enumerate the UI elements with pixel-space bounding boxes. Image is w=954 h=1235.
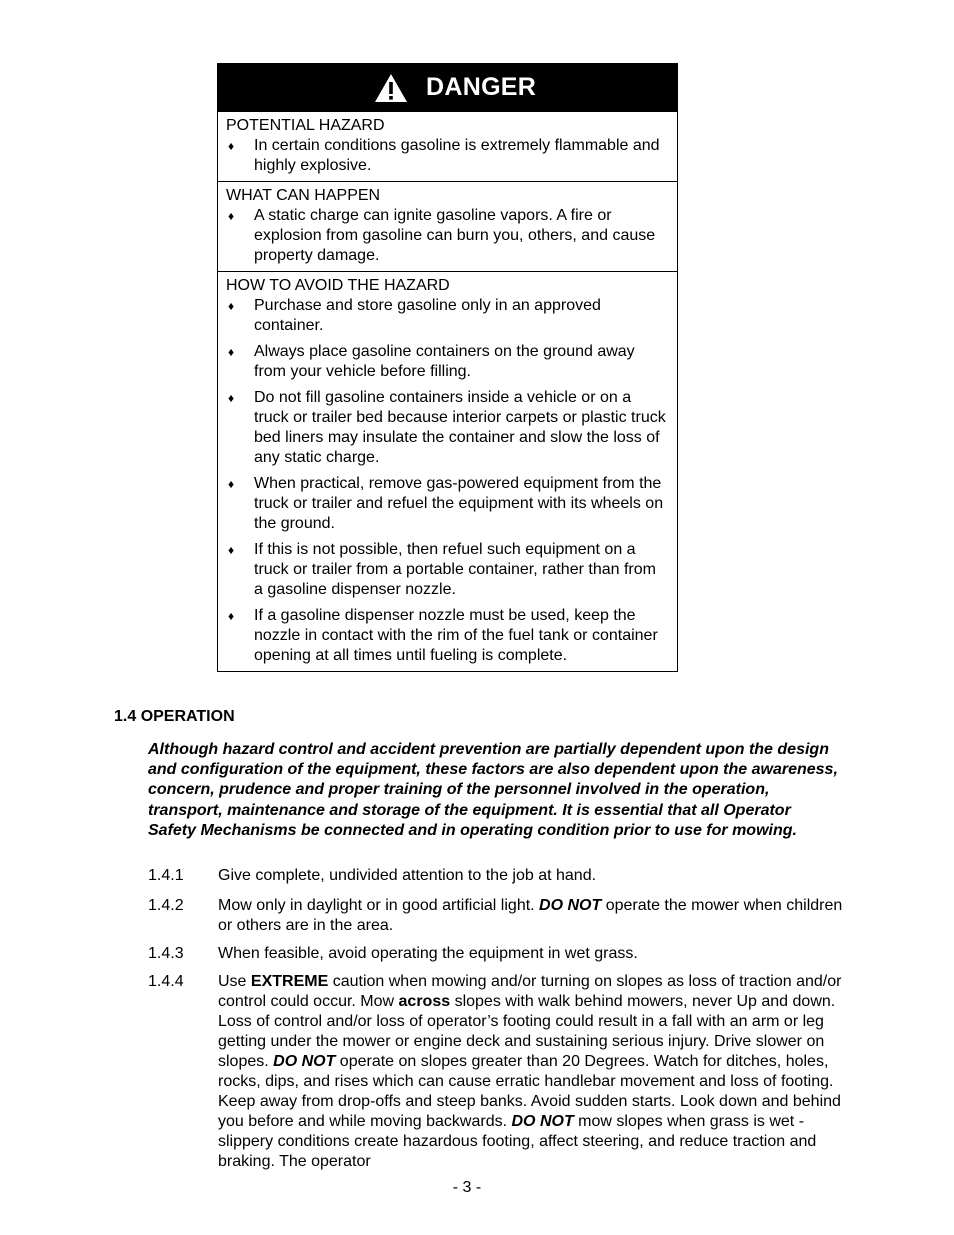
diamond-bullet-icon: ♦ xyxy=(228,209,235,223)
list-item: ♦ When practical, remove gas-powered equipment from the truck or trailer and refuel the equipment with its wheels on the ground. xyxy=(228,475,664,532)
item-number: 1.4.3 xyxy=(148,945,184,962)
potential-hazard-section xyxy=(218,111,677,181)
emphasis-text: EXTREME xyxy=(250,973,329,990)
numbered-item xyxy=(148,896,848,936)
bullet-list xyxy=(226,136,669,176)
list-item: ♦ Purchase and store gasoline only in an approved container. xyxy=(228,297,601,334)
section-heading-operation: 1.4 OPERATION xyxy=(114,708,235,725)
list-item: ♦ If this is not possible, then refuel such equipment on a truck or trailer from a portable container, rather than from a gasoline dispenser nozzle. xyxy=(228,541,656,598)
diamond-bullet-icon: ♦ xyxy=(228,299,235,313)
bullet-list xyxy=(226,296,669,666)
bullet-list xyxy=(226,206,669,266)
list-item: ♦ Always place gasoline containers on the ground away from your vehicle before filling. xyxy=(228,343,635,380)
item-number: 1.4.2 xyxy=(148,897,184,914)
item-number: 1.4.1 xyxy=(148,867,184,884)
warning-triangle-icon xyxy=(374,73,408,103)
page-number: - 3 - xyxy=(452,1179,482,1196)
item-text: Mow only in daylight or in good artificial light. DO NOT operate the mower when children or others are in the area. xyxy=(218,897,843,934)
list-item: ♦ A static charge can ignite gasoline vapors. A fire or explosion from gasoline can burn you, others, and cause property damage. xyxy=(228,207,656,264)
item-text: Use EXTREME caution when mowing and/or turning on slopes as loss of traction and/or control could occur. Mow across slopes with walk behind mowers, never Up and down. Loss of control and/or loss of operator’s footing could result in a fall with an arm or leg getting under the mower or engine deck and sustaining serious injury. Drive slower on slopes. DO NOT operate on slopes greater than 20 Degrees. Watch for ditches, holes, rocks, dips, and rises which can cause erratic handlebar movement and loss of footing. Keep away from drop-offs and steep banks. Avoid sudden starts. Look down and behind you before and while moving backwards. DO NOT mow slopes when grass is wet - slippery conditions create hazardous footing, affect steering, and reduce traction and braking. The operator xyxy=(218,973,842,1170)
section-heading: POTENTIAL HAZARD xyxy=(226,117,385,134)
diamond-bullet-icon: ♦ xyxy=(228,139,235,153)
item-text: Give complete, undivided attention to the job at hand. xyxy=(218,867,597,884)
diamond-bullet-icon: ♦ xyxy=(228,345,235,359)
list-item: ♦ If a gasoline dispenser nozzle must be used, keep the nozzle in contact with the rim of the fuel tank or container opening at all times until fueling is complete. xyxy=(228,607,658,664)
emphasis-text: DO NOT xyxy=(273,1053,336,1070)
section-heading: HOW TO AVOID THE HAZARD xyxy=(226,277,450,294)
numbered-item xyxy=(148,866,848,886)
emphasis-text: DO NOT xyxy=(511,1113,574,1130)
numbered-item xyxy=(148,972,848,1172)
list-item: ♦ In certain conditions gasoline is extremely flammable and highly explosive. xyxy=(228,137,660,174)
emphasis-text: DO NOT xyxy=(539,897,602,914)
danger-header xyxy=(218,64,677,111)
danger-title: DANGER xyxy=(426,73,537,101)
item-text: When feasible, avoid operating the equipment in wet grass. xyxy=(218,945,638,962)
list-item: ♦ Do not fill gasoline containers inside a vehicle or on a truck or trailer bed because interior carpets or plastic truck bed liners may insulate the container and slow the loss of any static charge. xyxy=(228,389,666,466)
how-to-avoid-section xyxy=(218,271,677,671)
diamond-bullet-icon: ♦ xyxy=(228,609,235,623)
diamond-bullet-icon: ♦ xyxy=(228,543,235,557)
numbered-item xyxy=(148,944,848,964)
diamond-bullet-icon: ♦ xyxy=(228,391,235,405)
danger-box xyxy=(217,63,678,672)
operation-intro: Although hazard control and accident prevention are partially dependent upon the design and configuration of the equipment, these factors are also dependent upon the awareness, concern, prudence and proper training of the personnel involved in the operation, transport, maintenance and storage of the equipment. It is essential that all Operator Safety Mechanisms be connected and in operating condition prior to use for mowing. xyxy=(148,741,838,839)
what-can-happen-section xyxy=(218,181,677,271)
item-number: 1.4.4 xyxy=(148,973,184,990)
emphasis-text: across xyxy=(398,993,451,1010)
diamond-bullet-icon: ♦ xyxy=(228,477,235,491)
section-heading: WHAT CAN HAPPEN xyxy=(226,187,381,204)
